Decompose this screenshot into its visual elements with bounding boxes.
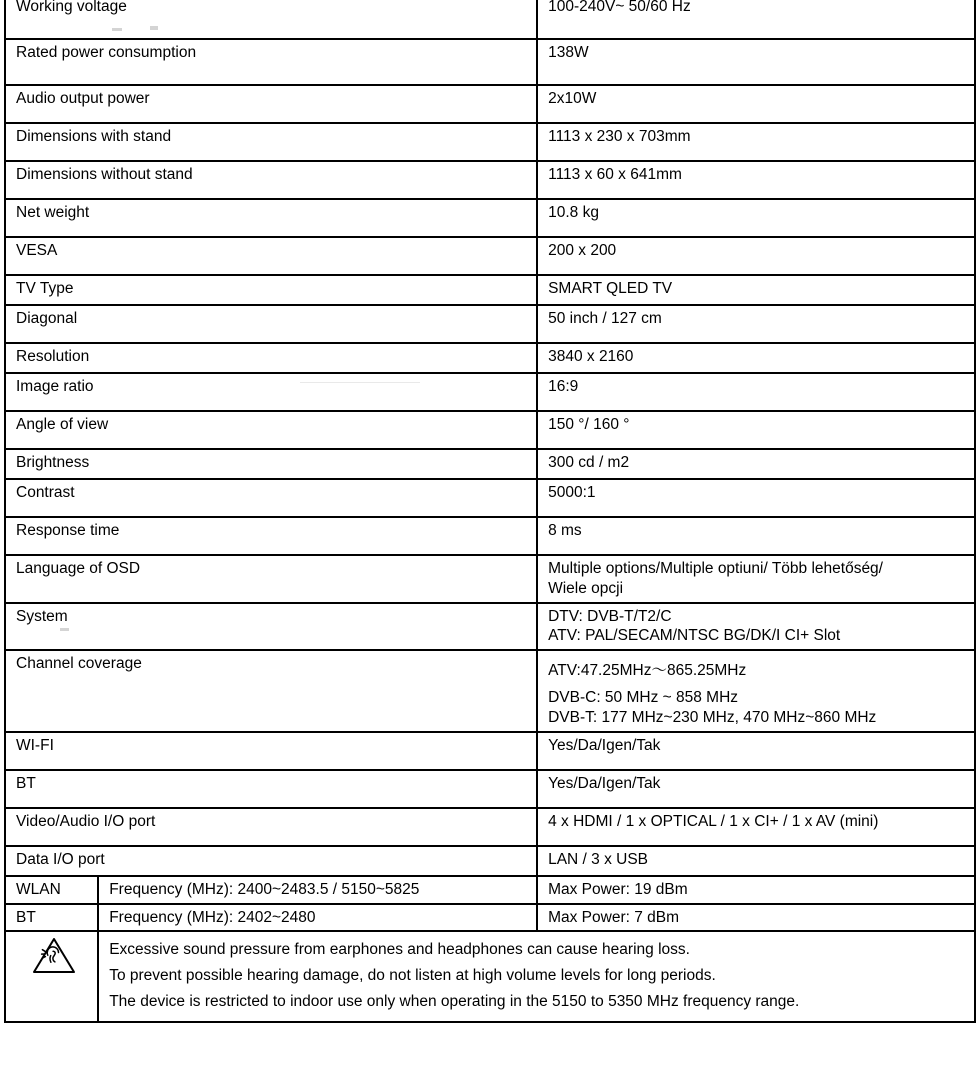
spec-value-line: Wiele opcji xyxy=(548,579,624,597)
spec-value: 138W xyxy=(537,39,975,85)
radio-row xyxy=(5,904,975,932)
table-row xyxy=(5,411,975,449)
spec-label: Diagonal xyxy=(5,305,537,343)
specification-table xyxy=(4,0,976,1023)
table-row xyxy=(5,770,975,808)
table-row xyxy=(5,199,975,237)
spec-label: Brightness xyxy=(5,449,537,479)
spec-value xyxy=(537,555,975,603)
spec-value: Yes/Da/Igen/Tak xyxy=(537,770,975,808)
spec-value: 300 cd / m2 xyxy=(537,449,975,479)
ear-hearing-loss-warning-icon xyxy=(31,935,77,975)
table-row xyxy=(5,846,975,876)
table-row xyxy=(5,305,975,343)
radio-frequency: Frequency (MHz): 2402~2480 xyxy=(98,904,537,932)
spec-value-line: DTV: DVB-T/T2/C xyxy=(548,607,672,625)
warning-text-cell xyxy=(98,931,975,1021)
table-row xyxy=(5,603,975,651)
spec-label: VESA xyxy=(5,237,537,275)
spec-label: Angle of view xyxy=(5,411,537,449)
radio-max-power: Max Power: 7 dBm xyxy=(537,904,975,932)
table-row xyxy=(5,0,975,39)
table-row xyxy=(5,39,975,85)
spec-label: Language of OSD xyxy=(5,555,537,603)
table-row xyxy=(5,650,975,731)
spec-label: Response time xyxy=(5,517,537,555)
spec-label: Contrast xyxy=(5,479,537,517)
spec-label: Working voltage xyxy=(5,0,537,39)
spec-value: 1113 x 230 x 703mm xyxy=(537,123,975,161)
spec-label: Dimensions without stand xyxy=(5,161,537,199)
spec-value xyxy=(537,603,975,651)
spec-value: 50 inch / 127 cm xyxy=(537,305,975,343)
spec-value: 4 x HDMI / 1 x OPTICAL / 1 x CI+ / 1 x AV (mini) xyxy=(537,808,975,846)
spec-value: 1113 x 60 x 641mm xyxy=(537,161,975,199)
spec-value: LAN / 3 x USB xyxy=(537,846,975,876)
table-row xyxy=(5,373,975,411)
spec-value: Yes/Da/Igen/Tak xyxy=(537,732,975,770)
table-row xyxy=(5,343,975,373)
table-row xyxy=(5,808,975,846)
spec-value: 3840 x 2160 xyxy=(537,343,975,373)
warning-icon-cell xyxy=(5,931,98,1021)
table-row xyxy=(5,237,975,275)
table-row xyxy=(5,479,975,517)
warning-line: The device is restricted to indoor use only when operating in the 5150 to 5350 MHz frequency range. xyxy=(109,993,800,1011)
table-row xyxy=(5,161,975,199)
table-row xyxy=(5,85,975,123)
radio-label: BT xyxy=(5,904,98,932)
spec-value: 16:9 xyxy=(537,373,975,411)
spec-label: TV Type xyxy=(5,275,537,305)
spec-label: Audio output power xyxy=(5,85,537,123)
spec-label: WI-FI xyxy=(5,732,537,770)
spec-label: Channel coverage xyxy=(5,650,537,731)
radio-max-power: Max Power: 19 dBm xyxy=(537,876,975,904)
spec-label: Video/Audio I/O port xyxy=(5,808,537,846)
spec-value-line: ATV: PAL/SECAM/NTSC BG/DK/I CI+ Slot xyxy=(548,627,841,645)
spec-value: 2x10W xyxy=(537,85,975,123)
table-row xyxy=(5,449,975,479)
table-row xyxy=(5,732,975,770)
spec-label: System xyxy=(5,603,537,651)
spec-label: Net weight xyxy=(5,199,537,237)
spec-label: Resolution xyxy=(5,343,537,373)
spec-value-line: DVB-C: 50 MHz ~ 858 MHz xyxy=(548,689,739,707)
spec-value xyxy=(537,650,975,731)
spec-label: Data I/O port xyxy=(5,846,537,876)
spec-value: SMART QLED TV xyxy=(537,275,975,305)
spec-value-line: DVB-T: 177 MHz~230 MHz, 470 MHz~860 MHz xyxy=(548,708,877,726)
spec-value-line: ATV:47.25MHz～865.25MHz xyxy=(548,662,747,680)
spec-value-line: Multiple options/Multiple optiuni/ Több lehetőség/ xyxy=(548,560,883,577)
spec-value: 5000:1 xyxy=(537,479,975,517)
spec-value: 200 x 200 xyxy=(537,237,975,275)
spec-value: 150 °/ 160 ° xyxy=(537,411,975,449)
warning-line: To prevent possible hearing damage, do not listen at high volume levels for long periods. xyxy=(109,967,716,985)
spec-label: Dimensions with stand xyxy=(5,123,537,161)
radio-label: WLAN xyxy=(5,876,98,904)
table-row xyxy=(5,123,975,161)
radio-row xyxy=(5,876,975,904)
warning-row xyxy=(5,931,975,1021)
spec-value: 100-240V~ 50/60 Hz xyxy=(537,0,975,39)
spec-value: 8 ms xyxy=(537,517,975,555)
warning-line: Excessive sound pressure from earphones and headphones can cause hearing loss. xyxy=(109,941,690,959)
table-row xyxy=(5,555,975,603)
spec-label: Rated power consumption xyxy=(5,39,537,85)
radio-frequency: Frequency (MHz): 2400~2483.5 / 5150~5825 xyxy=(98,876,537,904)
table-row xyxy=(5,517,975,555)
spec-label: Image ratio xyxy=(5,373,537,411)
spec-label: BT xyxy=(5,770,537,808)
spec-value: 10.8 kg xyxy=(537,199,975,237)
table-row xyxy=(5,275,975,305)
